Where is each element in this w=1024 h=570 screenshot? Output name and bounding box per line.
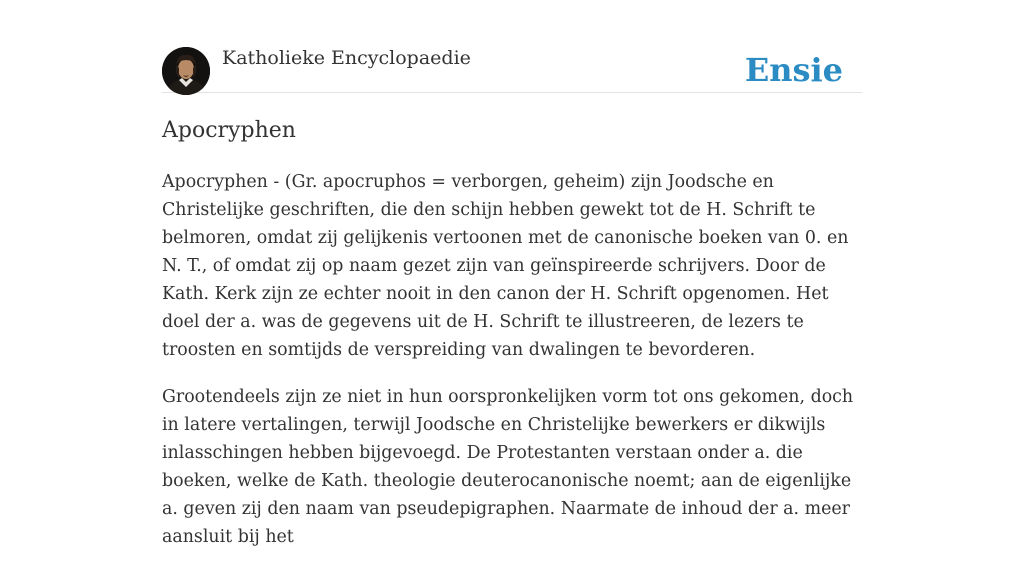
portrait-avatar-icon[interactable] bbox=[162, 47, 210, 95]
brand-logo[interactable]: Ensie bbox=[744, 51, 843, 89]
article-paragraph: Apocryphen - (Gr. apocruphos = verborgen, geheim) zijn Joodsche en Christelijke geschriften, die den schijn hebben gewekt tot de H. Schrift te belmoren, omdat zij gelijkenis vertoonen met de canonische boeken van 0. en N. T., of omdat zij op naam gezet zijn van geïnspireerde schrijvers. Door de Kath. Kerk zijn ze echter nooit in den canon der H. Schrift opgenomen. Het doel der a. was de gegevens uit de H. Schrift te illustreeren, de lezers te troosten en somtijds de verspreiding van dwalingen te bevorderen. bbox=[162, 172, 849, 360]
article-page bbox=[162, 0, 862, 547]
article-paragraph: Grootendeels zijn ze niet in hun oorspronkelijken vorm tot ons gekomen, doch in latere vertalingen, terwijl Joodsche en Christelijke bewerkers er dikwijls inlasschingen hebben bijgevoegd. De Protestanten verstaan onder a. die boeken, welke de Kath. theologie deuterocanonische noemt; aan de eigenlijke a. geven zij den naam van pseudepigraphen. Naarmate de inhoud der a. meer aansluit bij het bbox=[162, 387, 854, 547]
source-title[interactable]: Katholieke Encyclopaedie bbox=[222, 47, 471, 69]
source-header bbox=[162, 0, 862, 93]
article-title: Apocryphen bbox=[162, 118, 296, 143]
article-body bbox=[162, 168, 862, 570]
